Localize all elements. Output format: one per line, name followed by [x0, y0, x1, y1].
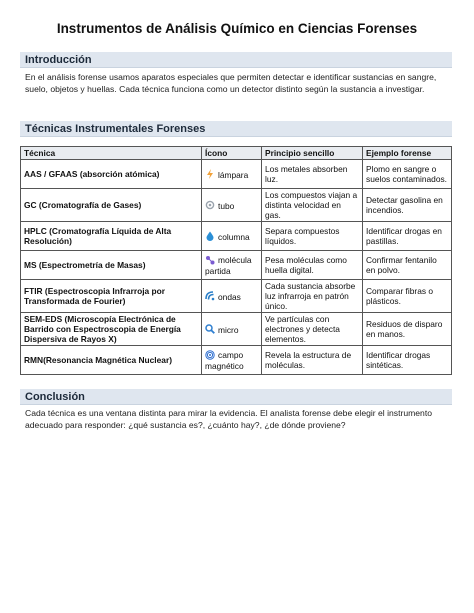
technique-icon-cell: [202, 313, 261, 345]
conclusion-text: Cada técnica es una ventana distinta para mirar la evidencia. El analista forense debe elegir el instrumento adecuado para responder: ¿qué sustancia es?, ¿cuánto hay?, ¿de dónde proviene?: [25, 408, 433, 430]
technique-icon-cell: [202, 346, 261, 374]
molecule-icon: [205, 255, 215, 265]
column-header-technique: Técnica: [21, 147, 201, 159]
intro-heading: Introducción: [20, 52, 452, 68]
techniques-table: [20, 146, 452, 375]
example: Comparar fibras o plásticos.: [363, 280, 451, 312]
column-header-icon: Ícono: [202, 147, 261, 159]
intro-text: En el análisis forense usamos aparatos especiales que permiten detectar e identificar sustancias en sangre, suelo, objetos y huellas. Cada técnica funciona como un detector distinto según la sustancia a investigar.: [25, 72, 437, 94]
icon-label: campo magnético: [205, 350, 244, 371]
technique-icon-cell: [202, 280, 261, 312]
magnet-field-icon: [205, 350, 215, 360]
technique-icon-cell: [202, 189, 261, 221]
technique-name: MS (Espectrometría de Masas): [21, 251, 201, 279]
principle: Pesa moléculas como huella digital.: [262, 251, 362, 279]
example: Plomo en sangre o suelos contaminados.: [363, 160, 451, 188]
technique-name: GC (Cromatografía de Gases): [21, 189, 201, 221]
principle: Los compuestos viajan a distinta velocidad en gas.: [262, 189, 362, 221]
principle: Separa compuestos líquidos.: [262, 222, 362, 250]
icon-label: molécula partida: [205, 255, 252, 276]
icon-label: columna: [218, 231, 250, 242]
wave-icon: [205, 291, 215, 301]
table-row: [21, 251, 451, 279]
technique-icon-cell: [202, 222, 261, 250]
table-row: [21, 160, 451, 188]
principle: Revela la estructura de moléculas.: [262, 346, 362, 374]
technique-name: SEM-EDS (Microscopía Electrónica de Barrido con Espectroscopia de Energía Dispersiva de Rayos X): [21, 313, 201, 345]
icon-label: tubo: [218, 200, 235, 211]
example: Residuos de disparo en manos.: [363, 313, 451, 345]
page-title: Instrumentos de Análisis Químico en Ciencias Forenses: [56, 21, 418, 36]
example: Detectar gasolina en incendios.: [363, 189, 451, 221]
table-row: [21, 313, 451, 345]
table-row: [21, 222, 451, 250]
technique-name: AAS / GFAAS (absorción atómica): [21, 160, 201, 188]
technique-name: HPLC (Cromatografía Líquida de Alta Resolución): [21, 222, 201, 250]
table-row: [21, 280, 451, 312]
tube-icon: [205, 200, 215, 210]
table-row: [21, 346, 451, 374]
principle: Cada sustancia absorbe luz infrarroja en patrón único.: [262, 280, 362, 312]
column-header-example: Ejemplo forense: [363, 147, 451, 159]
icon-label: lámpara: [218, 169, 249, 180]
example: Identificar drogas sintéticas.: [363, 346, 451, 374]
example: Identificar drogas en pastillas.: [363, 222, 451, 250]
icon-label: micro: [218, 324, 239, 335]
technique-icon-cell: [202, 160, 261, 188]
table-row: [21, 189, 451, 221]
technique-icon-cell: [202, 251, 261, 279]
icon-label: ondas: [218, 291, 241, 302]
lamp-icon: [205, 169, 215, 179]
table-header-row: [21, 147, 451, 159]
example: Confirmar fentanilo en polvo.: [363, 251, 451, 279]
conclusion-heading: Conclusión: [20, 389, 452, 405]
principle: Los metales absorben luz.: [262, 160, 362, 188]
technique-name: RMN(Resonancia Magnética Nuclear): [21, 346, 201, 374]
technique-name: FTIR (Espectroscopia Infrarroja por Transformada de Fourier): [21, 280, 201, 312]
principle: Ve partículas con electrones y detecta elementos.: [262, 313, 362, 345]
column-header-principle: Principio sencillo: [262, 147, 362, 159]
drop-icon: [205, 231, 215, 241]
microscope-icon: [205, 324, 215, 334]
techniques-heading: Técnicas Instrumentales Forenses: [20, 121, 452, 137]
